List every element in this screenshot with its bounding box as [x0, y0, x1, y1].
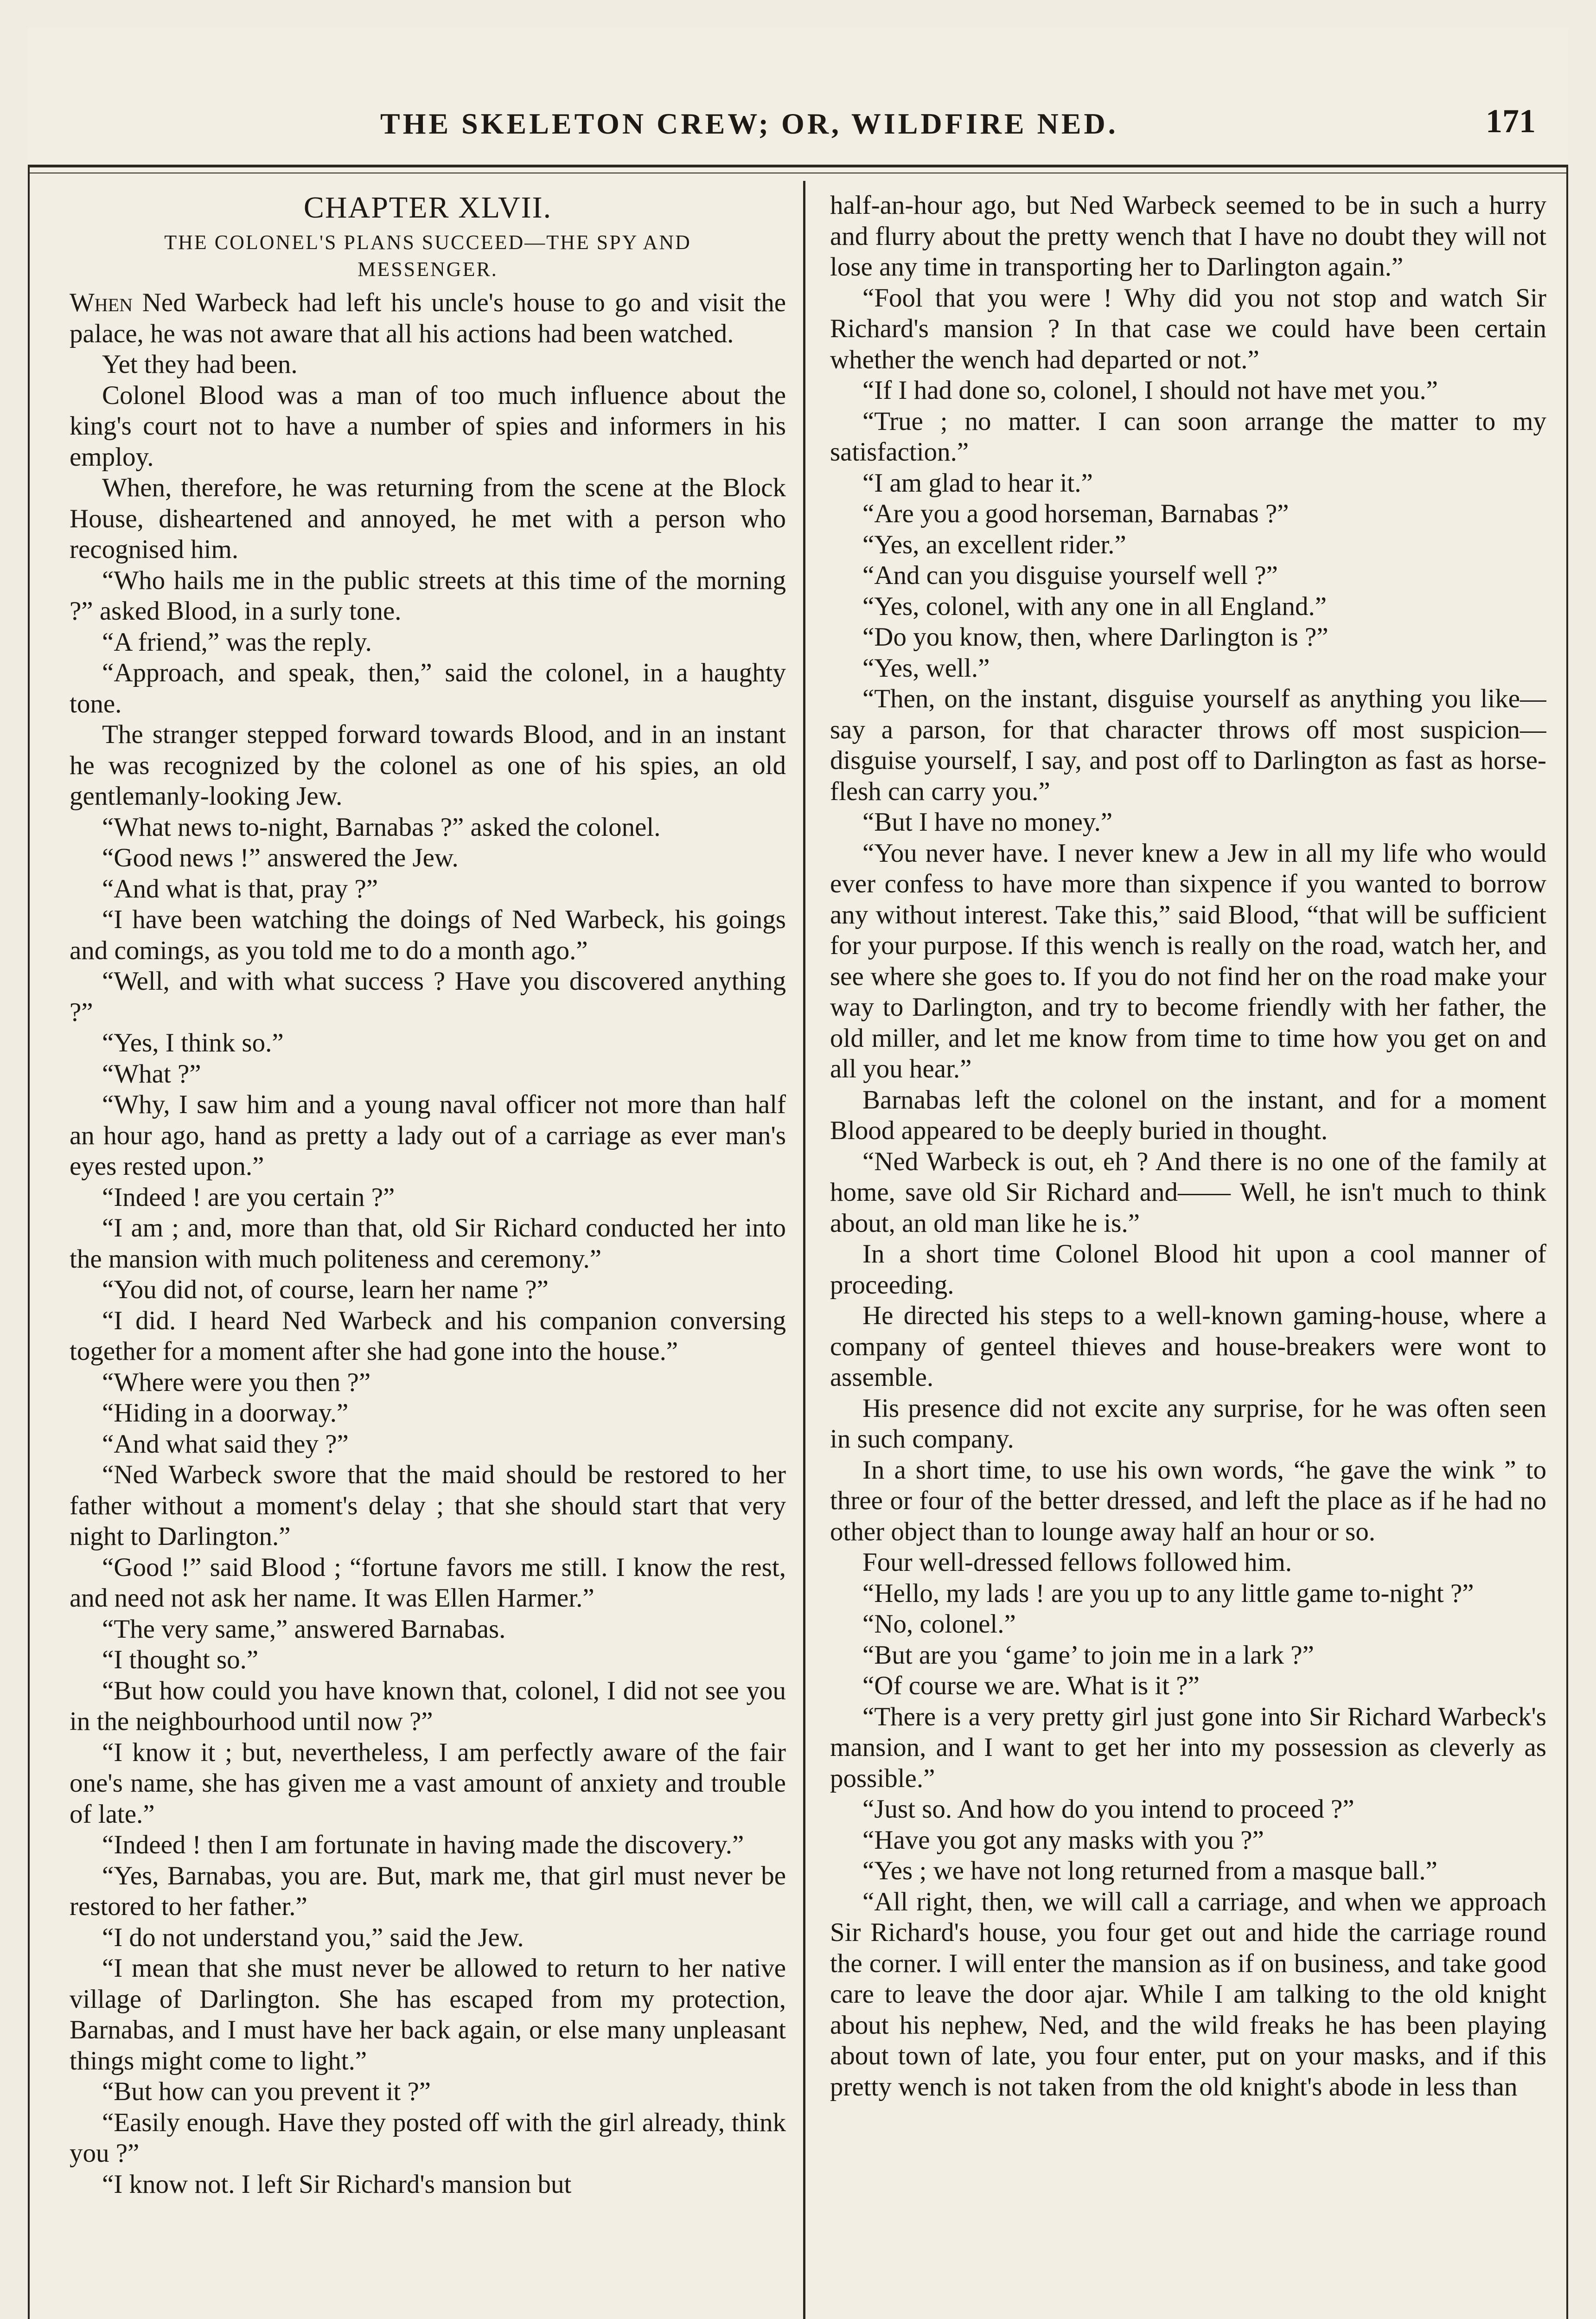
- right-column-text: [830, 190, 1546, 2102]
- paragraph: The stranger stepped forward towards Blood, and in an instant he was recognized by the colonel as one of his spies, an old gentlemanly-looking Jew.: [70, 720, 786, 811]
- paragraph: “Then, on the instant, disguise yourself as anything you like—say a parson, for that character throws off most suspicion—disguise yourself, I say, and post off to Darlington as fast as horse-flesh can carry you.”: [830, 684, 1546, 806]
- column-divider: [803, 181, 805, 2319]
- paragraph: He directed his steps to a well-known gaming-house, where a company of genteel thieves and house-breakers were wont to assemble.: [830, 1301, 1546, 1392]
- paragraph: [70, 288, 786, 349]
- paragraph: In a short time, to use his own words, “he gave the wink ” to three or four of the better dressed, and left the place as if he had no other object than to lounge away half an hour or so.: [830, 1455, 1546, 1546]
- paragraph: “Have you got any masks with you ?”: [862, 1825, 1264, 1855]
- paragraph-text: Ned Warbeck had left his uncle's house to go and visit the palace, he was not aware that all his actions had been watched.: [70, 288, 786, 348]
- paragraph: “No, colonel.”: [862, 1609, 1016, 1639]
- paragraph: “You did not, of course, learn her name ?”: [102, 1275, 549, 1304]
- left-column: [70, 190, 786, 2319]
- paragraph: “I mean that she must never be allowed to return to her native village of Darlington. She has escaped from my protection, Barnabas, and I must have her back again, or else many unpleasant things might come to light.”: [70, 1954, 786, 2076]
- paragraph: “And what said they ?”: [102, 1429, 349, 1459]
- paragraph: Four well-dressed fellows followed him.: [862, 1548, 1292, 1577]
- paragraph: “But I have no money.”: [862, 807, 1113, 837]
- paragraph: “I know not. I left Sir Richard's mansion but: [102, 2169, 572, 2199]
- header-rule: [28, 165, 1568, 167]
- paragraph: “Well, and with what success ? Have you discovered anything ?”: [70, 967, 786, 1027]
- paragraph: “Hello, my lads ! are you up to any little game to-night ?”: [862, 1578, 1474, 1608]
- paragraph: “Fool that you were ! Why did you not stop and watch Sir Richard's mansion ? In that case we could have been certain whether the wench had departed or not.”: [830, 283, 1546, 374]
- paragraph: “Good !” said Blood ; “fortune favors me still. I know the rest, and need not ask her name. It was Ellen Harmer.”: [70, 1552, 786, 1613]
- paragraph: “Why, I saw him and a young naval officer not more than half an hour ago, hand as pretty a lady out of a carriage as ever man's eyes rested upon.”: [70, 1090, 786, 1181]
- chapter-subtitle: THE COLONEL'S PLANS SUCCEED—THE SPY AND MESSENGER.: [164, 231, 691, 281]
- paragraph: “Approach, and speak, then,” said the colonel, in a haughty tone.: [70, 658, 786, 718]
- chapter-title: CHAPTER XLVII.: [303, 191, 552, 224]
- page-header: [28, 97, 1568, 162]
- right-column: [830, 190, 1546, 2319]
- paragraph: “Easily enough. Have they posted off with the girl already, think you ?”: [70, 2108, 786, 2168]
- paragraph: “I know it ; but, nevertheless, I am perfectly aware of the fair one's name, she has given me a vast amount of anxiety and trouble of late.”: [70, 1737, 786, 1829]
- paragraph: “Indeed ! then I am fortunate in having made the discovery.”: [102, 1830, 744, 1859]
- paragraph: “Yes, colonel, with any one in all England.”: [862, 591, 1327, 621]
- paragraph: “Yes, an excellent rider.”: [862, 530, 1126, 559]
- paragraph: “I did. I heard Ned Warbeck and his companion conversing together for a moment after she had gone into the house.”: [70, 1306, 786, 1366]
- paragraph: “Yes ; we have not long returned from a masque ball.”: [862, 1856, 1437, 1885]
- paragraph: “Where were you then ?”: [102, 1367, 371, 1397]
- paragraph: “I do not understand you,” said the Jew.: [102, 1922, 524, 1952]
- paragraph: When, therefore, he was returning from the scene at the Block House, disheartened and annoyed, he met with a person who recognised him.: [70, 473, 786, 564]
- paragraph: “What news to-night, Barnabas ?” asked the colonel.: [102, 812, 661, 842]
- paragraph: “A friend,” was the reply.: [102, 627, 372, 657]
- paragraph: “What ?”: [102, 1059, 201, 1089]
- left-column-text: [70, 288, 786, 2200]
- paragraph: “And can you disguise yourself well ?”: [862, 561, 1278, 590]
- paragraph: “Do you know, then, where Darlington is ?”: [862, 622, 1328, 652]
- paragraph: “But how can you prevent it ?”: [102, 2077, 431, 2106]
- paragraph: Barnabas left the colonel on the instant, and for a moment Blood appeared to be deeply buried in thought.: [830, 1085, 1546, 1145]
- paragraph: “Ned Warbeck is out, eh ? And there is no one of the family at home, save old Sir Richard and—— Well, he isn't much to think about, an old man like he is.”: [830, 1147, 1546, 1238]
- paragraph: “Good news !” answered the Jew.: [102, 843, 459, 872]
- page-number: 171: [1486, 102, 1536, 140]
- paragraph: half-an-hour ago, but Ned Warbeck seemed to be in such a hurry and flurry about the pretty wench that I have no doubt they will not lose any time in transporting her to Darlington again.”: [830, 191, 1546, 282]
- book-page: [28, 28, 1568, 2319]
- frame-right-rule: [1566, 165, 1568, 2319]
- paragraph: “Yes, well.”: [862, 653, 990, 683]
- paragraph: “You never have. I never knew a Jew in all my life who would ever confess to have more than sixpence if you wanted to borrow any without interest. Take this,” said Blood, “that will be sufficient for your purpose. If this wench is really on the road, watch her, and see where she goes to. If you do not find her on the road make your way to Darlington, and try to become friendly with her father, the old miller, and let me know from time to time how you get on and all you hear.”: [830, 838, 1546, 1083]
- paragraph: “Ned Warbeck swore that the maid should be restored to her father without a moment's delay ; that she should start that very night to Darlington.”: [70, 1460, 786, 1551]
- paragraph: “Of course we are. What is it ?”: [862, 1671, 1200, 1700]
- frame-left-rule: [28, 165, 30, 2319]
- paragraph: “I am ; and, more than that, old Sir Richard conducted her into the mansion with much politeness and ceremony.”: [70, 1213, 786, 1274]
- paragraph: “I thought so.”: [102, 1645, 259, 1674]
- paragraph: “And what is that, pray ?”: [102, 874, 378, 903]
- paragraph: Yet they had been.: [102, 350, 298, 379]
- paragraph: “Yes, Barnabas, you are. But, mark me, that girl must never be restored to her father.”: [70, 1861, 786, 1921]
- paragraph: “There is a very pretty girl just gone into Sir Richard Warbeck's mansion, and I want to get her into my possession as cleverly as possible.”: [830, 1702, 1546, 1793]
- paragraph: “Indeed ! are you certain ?”: [102, 1182, 395, 1212]
- paragraph: “True ; no matter. I can soon arrange the matter to my satisfaction.”: [830, 406, 1546, 467]
- paragraph: “But are you ‘game’ to join me in a lark ?”: [862, 1640, 1314, 1670]
- paragraph: “Who hails me in the public streets at this time of the morning ?” asked Blood, in a surly tone.: [70, 565, 786, 626]
- paragraph: “But how could you have known that, colonel, I did not see you in the neighbourhood until now ?”: [70, 1676, 786, 1736]
- opening-word: When: [70, 288, 133, 317]
- paragraph: “If I had done so, colonel, I should not have met you.”: [862, 376, 1438, 405]
- paragraph: His presence did not excite any surprise, for he was often seen in such company.: [830, 1393, 1546, 1454]
- paragraph: Colonel Blood was a man of too much influence about the king's court not to have a number of spies and informers in his employ.: [70, 380, 786, 472]
- paragraph: “Just so. And how do you intend to proceed ?”: [862, 1794, 1354, 1824]
- paragraph: “Yes, I think so.”: [102, 1028, 284, 1057]
- paragraph: “I have been watching the doings of Ned Warbeck, his goings and comings, as you told me to do a month ago.”: [70, 905, 786, 965]
- running-title: THE SKELETON CREW; OR, WILDFIRE NED.: [380, 107, 1118, 140]
- paragraph: “The very same,” answered Barnabas.: [102, 1614, 506, 1644]
- paragraph: “All right, then, we will call a carriage, and when we approach Sir Richard's house, you four get out and hide the carriage round the corner. I will enter the mansion as if on business, and take good care to leave the door ajar. While I am talking to the old knight about his nephew, Ned, and the wild freaks he has been playing about town of late, you four enter, put on your masks, and if this pretty wench is not taken from the old knight's abode in less than: [830, 1887, 1546, 2101]
- paragraph: “Are you a good horseman, Barnabas ?”: [862, 499, 1289, 528]
- paragraph: “I am glad to hear it.”: [862, 468, 1093, 498]
- paragraph: In a short time Colonel Blood hit upon a cool manner of proceeding.: [830, 1239, 1546, 1300]
- paragraph: “Hiding in a doorway.”: [102, 1398, 349, 1428]
